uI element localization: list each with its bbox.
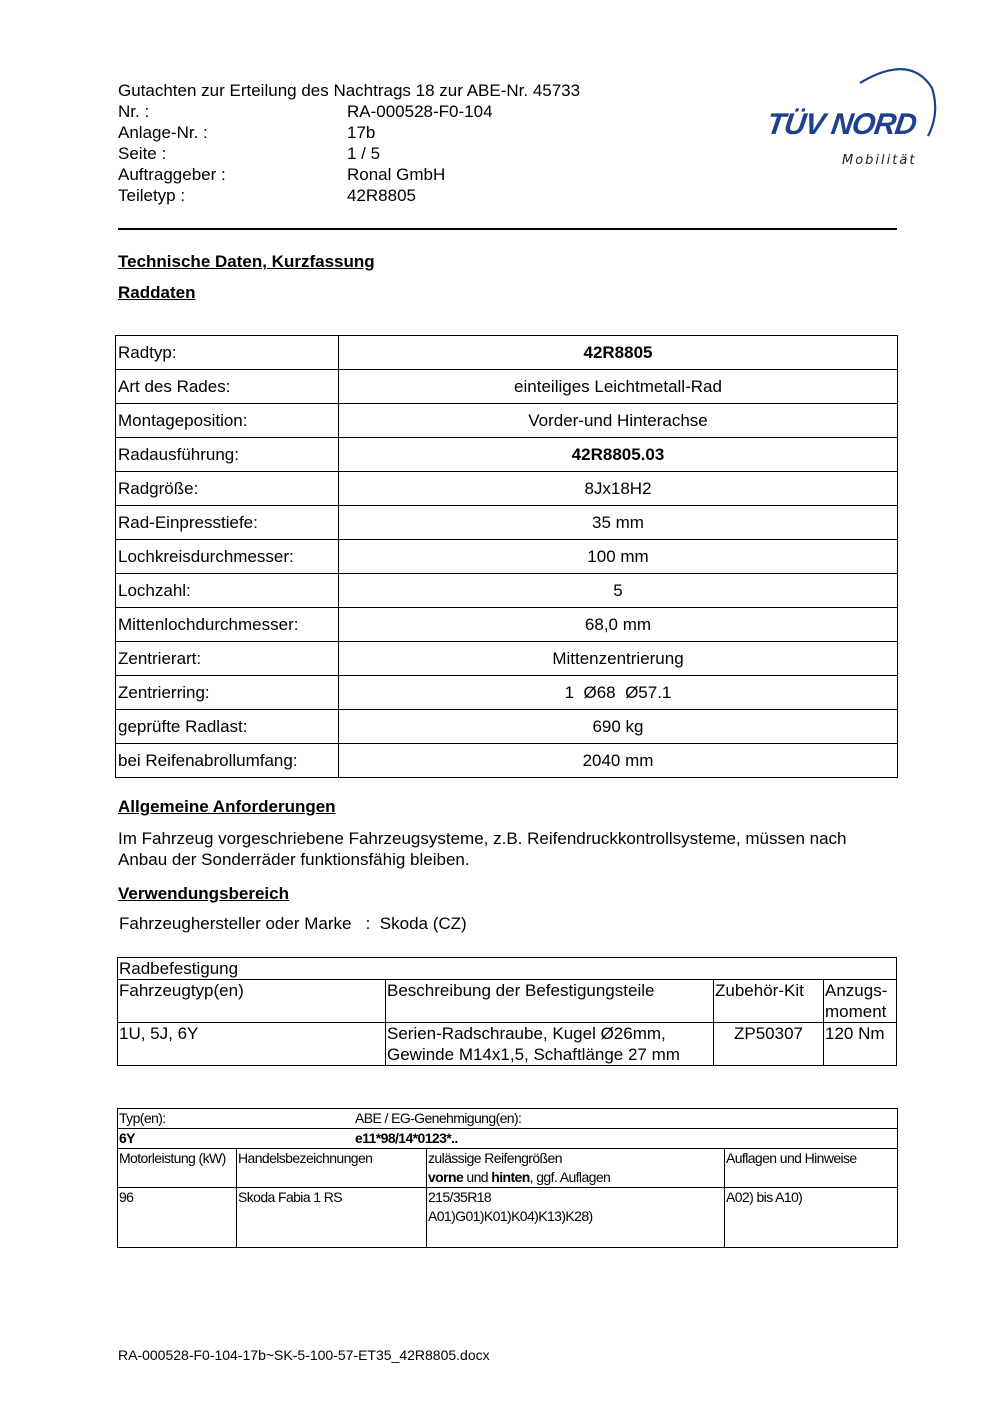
reifen-header-und: und: [463, 1169, 492, 1185]
row-value: 690 kg: [339, 710, 898, 744]
row-label: Mittenlochdurchmesser:: [116, 608, 339, 642]
row-label: Radgröße:: [116, 472, 339, 506]
reifen-auflagen: A01)G01)K01)K04)K13)K28): [428, 1208, 593, 1224]
row-value: 1 Ø68 Ø57.1: [339, 676, 898, 710]
table-cell: 96: [118, 1188, 237, 1248]
header-label-anlage: Anlage-Nr. :: [118, 123, 208, 142]
typ-label: Typ(en):: [119, 1110, 166, 1126]
header-label-nr: Nr. :: [118, 102, 150, 121]
column-header: Beschreibung der Befestigungsteile: [386, 980, 714, 1023]
table-cell: [427, 1188, 725, 1248]
header-label-teiletyp: Teiletyp :: [118, 186, 186, 205]
typ-table: [117, 1108, 898, 1248]
table-row: [116, 506, 898, 540]
table-row: [116, 710, 898, 744]
column-header-motor: Motorleistung (kW): [118, 1149, 237, 1188]
reifen-header-line1: zulässige Reifengrößen: [428, 1150, 562, 1166]
table-row: [118, 1188, 898, 1248]
table-row: [116, 540, 898, 574]
row-value: 35 mm: [339, 506, 898, 540]
row-value: 100 mm: [339, 540, 898, 574]
table-row: [116, 404, 898, 438]
reifen-header-hinten: hinten: [491, 1169, 530, 1185]
table-row: [116, 472, 898, 506]
reifen-header-vorne: vorne: [428, 1169, 464, 1185]
header-title: Gutachten zur Erteilung des Nachtrags 18 zur ABE-Nr. 45733: [118, 81, 581, 100]
row-value: 8Jx18H2: [339, 472, 898, 506]
header-label-seite: Seite :: [118, 144, 167, 163]
table-cell: A02) bis A10): [725, 1188, 898, 1248]
table-cell: Serien-Radschraube, Kugel Ø26mm, Gewinde M14x1,5, Schaftlänge 27 mm: [386, 1023, 714, 1066]
reifen-header-rest: , ggf. Auflagen: [529, 1169, 611, 1185]
column-header-reifen: [427, 1149, 725, 1188]
typ-value-row: [118, 1129, 898, 1149]
abe-label: ABE / EG-Genehmigung(en):: [355, 1110, 522, 1126]
logo-wordmark: TÜV NORD: [764, 108, 919, 141]
row-label: Radtyp:: [116, 336, 339, 370]
header-label-auftraggeber: Auftraggeber :: [118, 165, 226, 184]
column-header: Fahrzeugtyp(en): [118, 980, 386, 1023]
column-header: Anzugs-moment: [824, 980, 897, 1023]
header-value-nr: RA-000528-F0-104: [347, 102, 493, 121]
row-label: Zentrierart:: [116, 642, 339, 676]
table-row: [116, 642, 898, 676]
row-value: 5: [339, 574, 898, 608]
befestigung-title: Radbefestigung: [118, 958, 897, 980]
header-value-seite: 1 / 5: [347, 144, 381, 163]
table-row: [116, 744, 898, 778]
row-label: Lochkreisdurchmesser:: [116, 540, 339, 574]
row-label: Radausführung:: [116, 438, 339, 472]
table-row: [116, 608, 898, 642]
table-row: [118, 1129, 898, 1149]
column-header-auflagen: Auflagen und Hinweise: [725, 1149, 898, 1188]
abe-value: e11*98/14*0123*..: [355, 1130, 458, 1146]
row-label: geprüfte Radlast:: [116, 710, 339, 744]
typ-label-row: [118, 1109, 898, 1129]
row-value: 2040 mm: [339, 744, 898, 778]
row-value: 68,0 mm: [339, 608, 898, 642]
logo-subtitle: Mobilität: [842, 153, 917, 168]
column-header: Zubehör-Kit: [714, 980, 824, 1023]
footer-filename: RA-000528-F0-104-17b~SK-5-100-57-ET35_42R8805.docx: [118, 1347, 490, 1363]
table-row: [116, 438, 898, 472]
table-cell: 1U, 5J, 6Y: [118, 1023, 386, 1066]
table-cell: Skoda Fabia 1 RS: [237, 1188, 427, 1248]
table-row: [116, 676, 898, 710]
table-cell: 120 Nm: [824, 1023, 897, 1066]
reifen-size: 215/35R18: [428, 1189, 492, 1205]
table-row: [116, 370, 898, 404]
table-row: [118, 1023, 897, 1066]
row-label: Zentrierring:: [116, 676, 339, 710]
header-value-teiletyp: 42R8805: [347, 186, 417, 205]
table-header-row: [118, 980, 897, 1023]
table-row: [118, 1109, 898, 1129]
verwendung-title: Verwendungsbereich: [118, 884, 289, 903]
header-value-auftraggeber: Ronal GmbH: [347, 165, 446, 184]
row-label: Rad-Einpresstiefe:: [116, 506, 339, 540]
column-header-handel: Handelsbezeichnungen: [237, 1149, 427, 1188]
row-label: Montageposition:: [116, 404, 339, 438]
table-cell: ZP50307: [714, 1023, 824, 1066]
header-value-anlage: 17b: [347, 123, 376, 142]
header-divider: [118, 228, 897, 230]
typ-value: 6Y: [119, 1130, 135, 1146]
row-value: Mittenzentrierung: [339, 642, 898, 676]
row-label: Lochzahl:: [116, 574, 339, 608]
anforderungen-text: Im Fahrzeug vorgeschriebene Fahrzeugsysteme, z.B. Reifendruckkontrollsysteme, müssen nach Anbau der Sonderräder funktionsfähig bleiben.: [118, 829, 847, 869]
befestigung-table: [117, 957, 897, 1066]
raddaten-title: Raddaten: [118, 283, 196, 302]
row-value: 42R8805.03: [339, 438, 898, 472]
table-row: [118, 958, 897, 980]
row-value: einteiliges Leichtmetall-Rad: [339, 370, 898, 404]
raddaten-table: [115, 335, 898, 778]
manufacturer-line: Fahrzeughersteller oder Marke : Skoda (CZ): [119, 914, 467, 933]
anforderungen-title: Allgemeine Anforderungen: [118, 797, 336, 816]
row-label: bei Reifenabrollumfang:: [116, 744, 339, 778]
table-row: [116, 574, 898, 608]
table-header-row: [118, 1149, 898, 1188]
table-row: [116, 336, 898, 370]
row-value: Vorder-und Hinterachse: [339, 404, 898, 438]
row-label: Art des Rades:: [116, 370, 339, 404]
row-value: 42R8805: [339, 336, 898, 370]
section-title: Technische Daten, Kurzfassung: [118, 252, 375, 271]
